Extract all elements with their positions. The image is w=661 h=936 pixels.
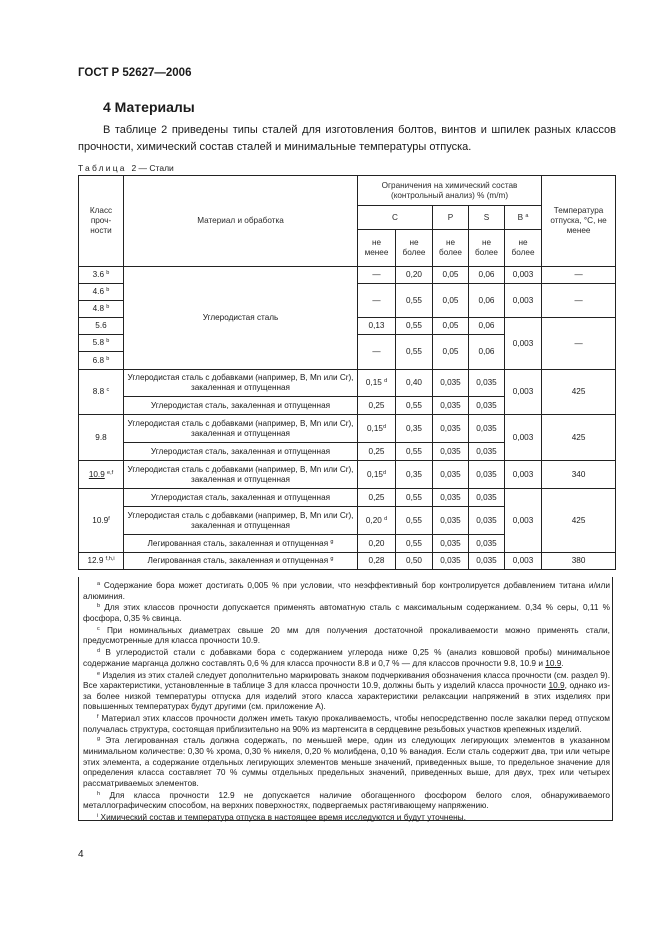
material-cell: Углеродистая сталь, закаленная и отпущенная — [124, 443, 358, 461]
s-cell: 0,035 — [469, 489, 505, 507]
class-cell: 4.8 $^b$ — [79, 301, 124, 318]
table-row — [79, 553, 616, 570]
c-max-cell: 0,55 — [396, 535, 433, 553]
table-caption-title: 2 — Стали — [131, 163, 174, 173]
b-cell: 0,003 — [505, 415, 542, 461]
c-min-cell: 0,15$^d$ — [358, 461, 396, 489]
p-cell: 0,035 — [433, 507, 469, 535]
header-s-max: не более — [469, 230, 505, 267]
material-cell: Углеродистая сталь с добавками (например, B, Mn или Cr), закаленная и отпущенная — [124, 507, 358, 535]
temp-cell: 425 — [542, 370, 616, 415]
temp-cell: 380 — [542, 553, 616, 570]
class-cell: 8.8 $^c$ — [79, 370, 124, 415]
table-caption-label: Таблица — [78, 163, 127, 173]
b-cell: 0,003 — [505, 461, 542, 489]
c-min-cell: 0,28 — [358, 553, 396, 570]
s-cell: 0,035 — [469, 370, 505, 397]
p-cell: 0,05 — [433, 335, 469, 370]
footnote-d: $^d$ В углеродистой стали с добавками бора с содержанием углерода ниже 0,25 % (анализ ковшовой пробы) минимальное содержание марганца должно составлять 0,6 % для класса прочности 8.8 и 0,7 % — для классов прочности 9.8, 10.9 и 10.9. — [83, 647, 610, 668]
class-cell: 10.9$^f$ — [79, 489, 124, 553]
s-cell: 0,035 — [469, 461, 505, 489]
header-c-min: не менее — [358, 230, 396, 267]
footnote-c: $^c$ При номинальных диаметрах свыше 20 мм для получения достаточной прокаливаемости можно применять стали, предусмотренные для класса прочности 10.9. — [83, 624, 610, 646]
footnote-h: $^h$ Для класса прочности 12.9 не допускается наличие обогащенного фосфором белого слоя, обнаруживаемого металлографическим способом, на верхних поверхностях, подвергаемых растягивающему напряжению. — [83, 789, 610, 811]
b-cell: 0,003 — [505, 489, 542, 553]
c-min-cell: — — [358, 267, 396, 284]
c-min-cell: 0,25 — [358, 443, 396, 461]
p-cell: 0,035 — [433, 443, 469, 461]
c-max-cell: 0,55 — [396, 318, 433, 335]
header-c-max: не более — [396, 230, 433, 267]
footnote-f: $^f$ Материал этих классов прочности должен иметь такую прокаливаемость, чтобы непосредственно после закалки перед отпуском получалась структура, состоящая приблизительно на 90% из мартенсита в сердцевине резьбовых участков крепежных изделий. — [83, 713, 610, 734]
temp-cell: 425 — [542, 489, 616, 553]
material-cell: Легированная сталь, закаленная и отпущенная $^g$ — [124, 553, 358, 570]
s-cell: 0,035 — [469, 507, 505, 535]
c-max-cell: 0,55 — [396, 335, 433, 370]
p-cell: 0,035 — [433, 535, 469, 553]
s-cell: 0,035 — [469, 553, 505, 570]
b-cell: 0,003 — [505, 553, 542, 570]
temp-cell: 425 — [542, 415, 616, 461]
table-footnotes — [78, 577, 613, 821]
table-row — [79, 370, 616, 397]
table-row — [79, 267, 616, 284]
b-cell: 0,003 — [505, 370, 542, 415]
intro-paragraph: В таблице 2 приведены типы сталей для изготовления болтов, винтов и шпилек разных классов прочности, химический состав сталей и минимальные температуры отпуска. — [78, 124, 616, 153]
footnote-g: $^g$ Эта легированная сталь должна содержать, по меньшей мере, один из следующих легирующих элементов в указанном минимальном количестве: 0,30 % хрома, 0,30 % никеля, 0,20 % молибдена, 0,10 % ванадия. Если сталь содержит два, три или четыре этих элемента, а содержание отдельных легирующих элементов меньше значений, приведенных выше, то предельное значение для определения класса составляет 70 % суммы отдельных предельных значений, приведенных выше, для двух, трех или четырех рассматриваемых элементов. — [83, 735, 610, 788]
document-code: ГОСТ Р 52627—2006 — [78, 67, 192, 79]
class-cell: 12.9 $^{f,h,i}$ — [79, 553, 124, 570]
p-cell: 0,035 — [433, 415, 469, 443]
p-cell: 0,035 — [433, 370, 469, 397]
material-cell: Углеродистая сталь, закаленная и отпущенная — [124, 489, 358, 507]
table-row — [79, 461, 616, 489]
c-min-cell: 0,15 $^d$ — [358, 370, 396, 397]
p-cell: 0,05 — [433, 284, 469, 318]
temp-cell: — — [542, 284, 616, 318]
material-cell: Углеродистая сталь, закаленная и отпущенная — [124, 397, 358, 415]
class-cell: 4.6 $^b$ — [79, 284, 124, 301]
s-cell: 0,035 — [469, 443, 505, 461]
header-b: B $^a$ — [505, 206, 542, 230]
c-min-cell: 0,15$^d$ — [358, 415, 396, 443]
p-cell: 0,035 — [433, 489, 469, 507]
p-cell: 0,035 — [433, 553, 469, 570]
c-max-cell: 0,55 — [396, 284, 433, 318]
footnote-i: $^i$ Химический состав и температура отпуска в настоящее время исследуются и будут уточнены. — [97, 811, 466, 822]
c-max-cell: 0,40 — [396, 370, 433, 397]
p-cell: 0,05 — [433, 267, 469, 284]
c-min-cell: 0,20 $^d$ — [358, 507, 396, 535]
header-chem-limits: Ограничения на химический состав (контрольный анализ) % (m/m) — [358, 176, 542, 206]
material-cell: Углеродистая сталь — [124, 267, 358, 370]
class-cell: 3.6 $^b$ — [79, 267, 124, 284]
c-max-cell: 0,20 — [396, 267, 433, 284]
header-temperature: Температура отпуска, °С, не менее — [542, 176, 616, 267]
table-caption — [78, 163, 174, 173]
c-max-cell: 0,35 — [396, 461, 433, 489]
c-min-cell: 0,20 — [358, 535, 396, 553]
c-min-cell: 0,25 — [358, 489, 396, 507]
material-cell: Углеродистая сталь с добавками (например, B, Mn или Cr), закаленная и отпущенная — [124, 461, 358, 489]
footnote-b: $^b$ Для этих классов прочности допускается применять автоматную сталь с максимальным содержанием. 0,34 % серы, 0,11 % фосфора, 0,35 % свинца. — [83, 602, 610, 623]
class-cell: 5.8 $^b$ — [79, 335, 124, 352]
header-class: Класс проч- ности — [79, 176, 124, 267]
class-cell: 9.8 — [79, 415, 124, 461]
s-cell: 0,06 — [469, 267, 505, 284]
s-cell: 0,035 — [469, 415, 505, 443]
c-min-cell: 0,13 — [358, 318, 396, 335]
s-cell: 0,035 — [469, 397, 505, 415]
page-number: 4 — [78, 849, 84, 860]
c-min-cell: — — [358, 284, 396, 318]
p-cell: 0,035 — [433, 461, 469, 489]
section-title: 4 Материалы — [103, 99, 195, 115]
class-cell: 6.8 $^b$ — [79, 352, 124, 370]
c-min-cell: 0,25 — [358, 397, 396, 415]
table-row — [79, 415, 616, 443]
c-max-cell: 0,55 — [396, 443, 433, 461]
b-cell: 0,003 — [505, 284, 542, 318]
material-cell: Легированная сталь, закаленная и отпущенная $^g$ — [124, 535, 358, 553]
p-cell: 0,05 — [433, 318, 469, 335]
temp-cell: — — [542, 267, 616, 284]
s-cell: 0,06 — [469, 284, 505, 318]
s-cell: 0,06 — [469, 318, 505, 335]
table-row — [79, 489, 616, 507]
class-cell: 10.9 $^{e,f}$ — [79, 461, 124, 489]
header-c: C — [358, 206, 433, 230]
footnote-a: $^a$ Содержание бора может достигать 0,005 % при условии, что неэффективный бор контролируется добавлением титана и/или алюминия. — [83, 580, 610, 601]
header-p: P — [433, 206, 469, 230]
steels-table — [78, 175, 616, 570]
temp-cell: — — [542, 318, 616, 370]
header-s: S — [469, 206, 505, 230]
header-material: Материал и обработка — [124, 176, 358, 267]
c-max-cell: 0,35 — [396, 415, 433, 443]
header-p-max: не более — [433, 230, 469, 267]
c-max-cell: 0,55 — [396, 397, 433, 415]
c-max-cell: 0,55 — [396, 507, 433, 535]
material-cell: Углеродистая сталь с добавками (например, B, Mn или Cr), закаленная и отпущенная — [124, 370, 358, 397]
s-cell: 0,06 — [469, 335, 505, 370]
footnote-e: $^e$ Изделия из этих сталей следует дополнительно маркировать знаком подчеркивания обозначения класса прочности (см. раздел 9). Все характеристики, установленные в таблице 3 для класса прочности 10.9, должны быть у изделий класса прочности 10.9, однако из-за более низкой температуры отпуска для изделий этого класса характеристики релаксации напряжений в этих изделиях при повышенных температурах будут другими (см. приложение А). — [83, 669, 610, 712]
header-b-max: не более — [505, 230, 542, 267]
c-max-cell: 0,50 — [396, 553, 433, 570]
c-max-cell: 0,55 — [396, 489, 433, 507]
b-cell: 0,003 — [505, 318, 542, 370]
class-cell: 5.6 — [79, 318, 124, 335]
temp-cell: 340 — [542, 461, 616, 489]
p-cell: 0,035 — [433, 397, 469, 415]
c-min-cell: — — [358, 335, 396, 370]
s-cell: 0,035 — [469, 535, 505, 553]
material-cell: Углеродистая сталь с добавками (например, B, Mn или Cr), закаленная и отпущенная — [124, 415, 358, 443]
b-cell: 0,003 — [505, 267, 542, 284]
